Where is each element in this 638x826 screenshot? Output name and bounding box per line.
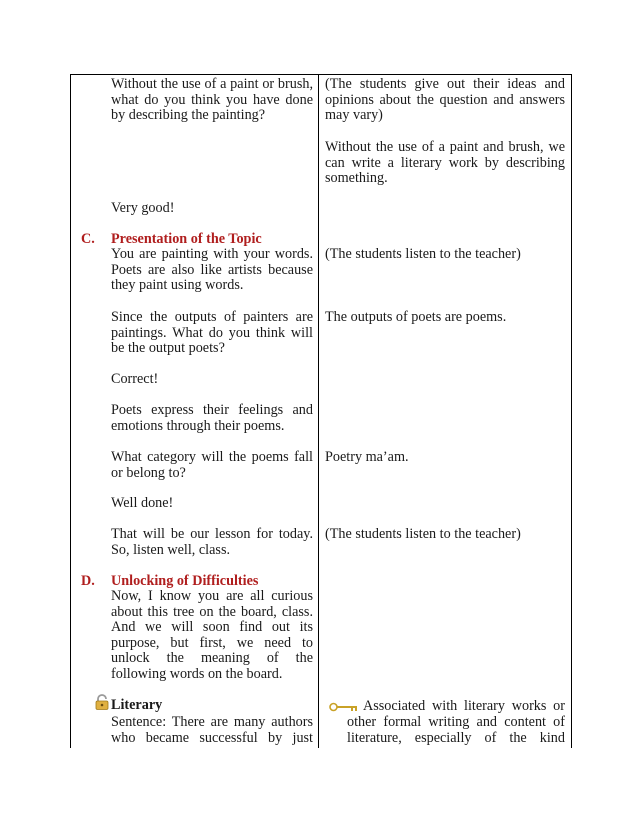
student-answer-poetry: Poetry ma’am. — [325, 449, 409, 465]
teacher-question-output: Since the outputs of painters are paintings. What do you think will be the output poets? — [111, 309, 313, 357]
section-d-title: Unlocking of Difficulties — [111, 573, 259, 589]
teacher-lesson-today: That will be our lesson for today. So, listen well, class. — [111, 526, 313, 558]
student-listen-1: (The students listen to the teacher) — [325, 246, 521, 262]
section-c-heading — [81, 231, 262, 247]
section-c-letter: C. — [81, 231, 95, 247]
vocabulary-word-literary: Literary — [111, 697, 163, 713]
teacher-question-painting: Without the use of a paint or brush, what do you think you have done by describing the painting? — [111, 76, 313, 124]
student-response-literary-work: Without the use of a paint and brush, we can write a literary work by describing something. — [325, 139, 565, 187]
definition-line1: Associated with literary works or — [363, 698, 565, 714]
student-listen-2: (The students listen to the teacher) — [325, 526, 521, 542]
teacher-painting-words: You are painting with your words. Poets are also like artists because they paint using words. — [111, 246, 313, 294]
student-response-ideas: (The students give out their ideas and opinions about the question and answers may vary) — [325, 76, 565, 124]
teacher-unlocking-intro: Now, I know you are all curious about this tree on the board, class. And we will soon find out its purpose, but first, we need to unlock the meaning of the following words on the board. — [111, 588, 313, 682]
definition-line2: other formal writing and content of — [347, 714, 565, 730]
vocabulary-sentence: Sentence: There are many authors who became successful by just — [111, 714, 313, 746]
section-c-title: Presentation of the Topic — [111, 231, 262, 247]
lock-icon — [94, 694, 110, 710]
definition-line3: literature, especially of the kind — [347, 730, 565, 746]
key-icon — [329, 702, 359, 712]
section-d-heading — [81, 573, 258, 589]
teacher-praise-very-good: Very good! — [111, 200, 175, 216]
teacher-praise-well-done: Well done! — [111, 495, 174, 511]
section-d-letter: D. — [81, 573, 95, 589]
vocabulary-sentence-line1 — [111, 715, 313, 746]
teacher-poets-express: Poets express their feelings and emotions through their poems. — [111, 402, 313, 434]
teacher-question-category: What category will the poems fall or belong to? — [111, 449, 313, 481]
column-divider — [318, 74, 319, 748]
teacher-praise-correct: Correct! — [111, 371, 159, 387]
student-answer-poems: The outputs of poets are poems. — [325, 309, 507, 325]
